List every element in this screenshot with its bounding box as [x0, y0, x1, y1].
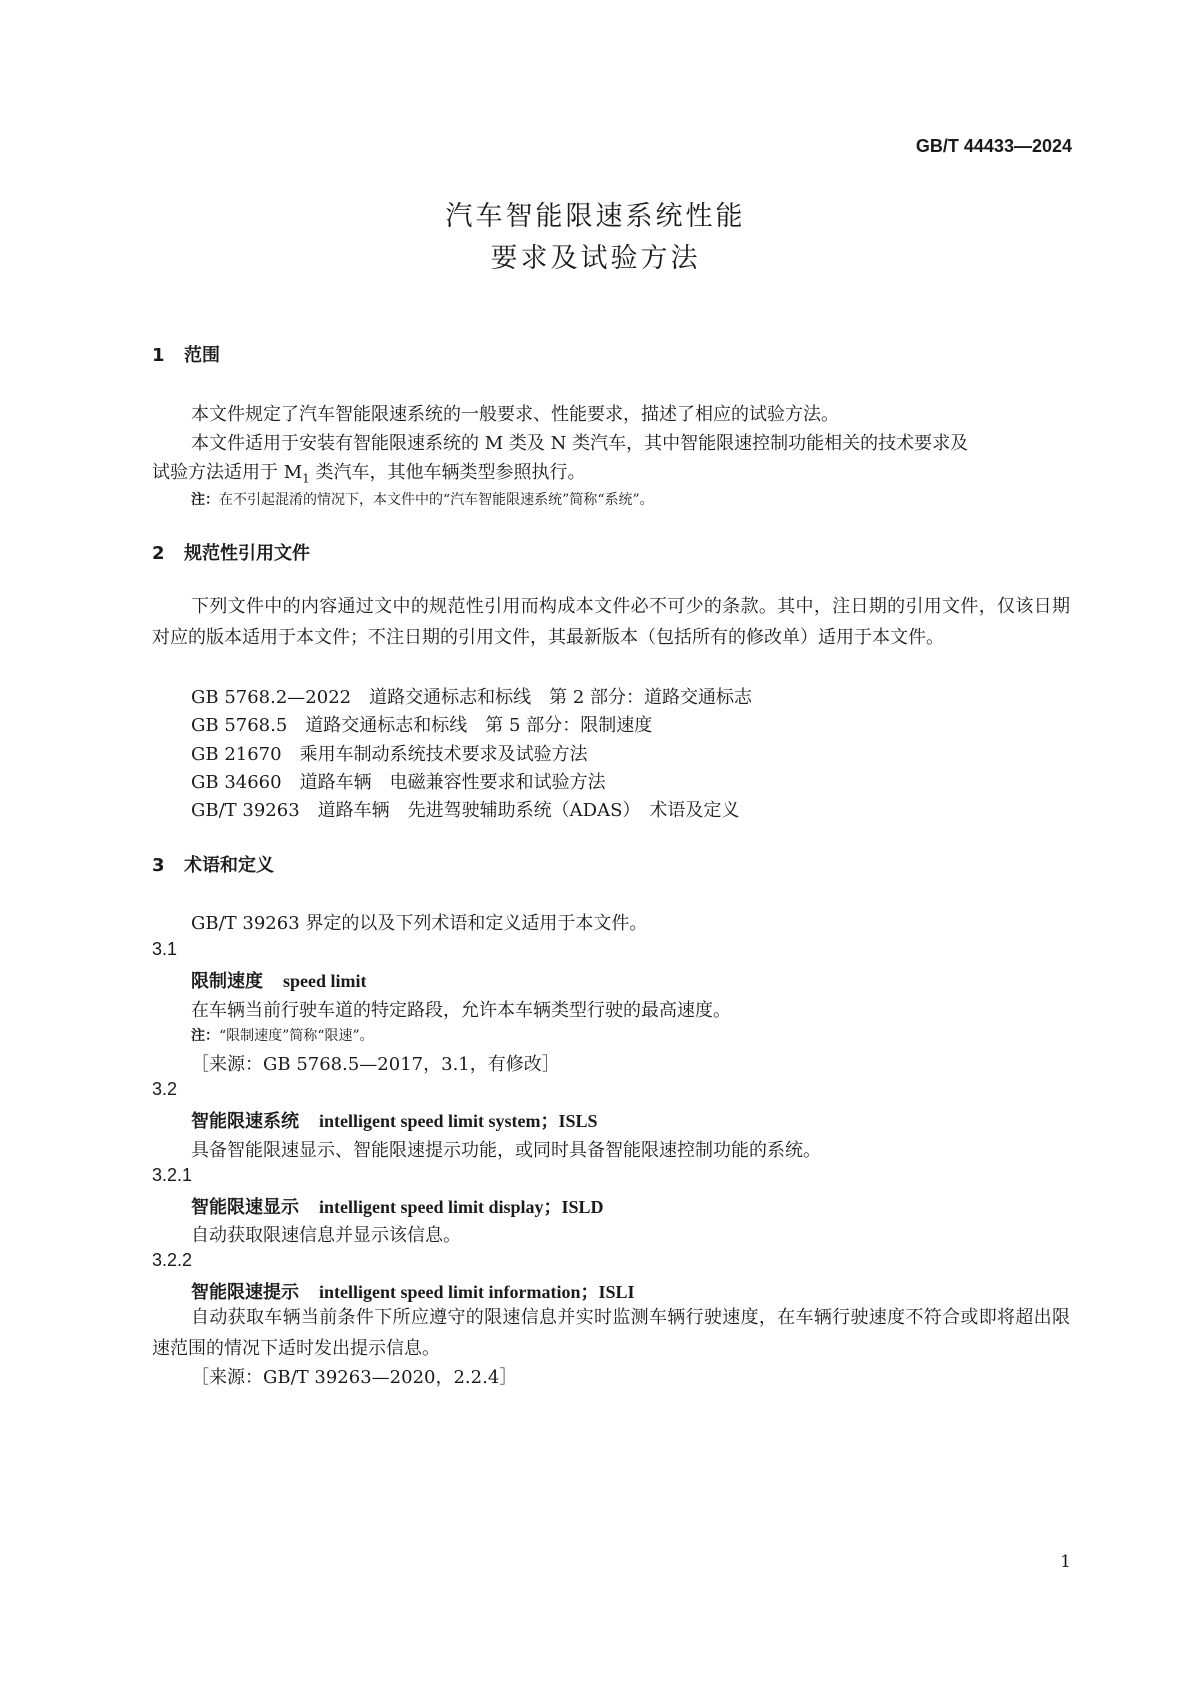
reference-item: GB 21670 乘用车制动系统技术要求及试验方法: [191, 744, 588, 765]
section-title: 范围: [184, 345, 220, 366]
term-english: speed limit: [283, 971, 367, 991]
document-title-line-2: 要求及试验方法: [490, 243, 701, 274]
term-chinese: 智能限速提示: [191, 1282, 299, 1303]
reference-item: GB 5768.5 道路交通标志和标线 第 5 部分：限制速度: [191, 715, 653, 736]
term-number: 3.1: [152, 939, 178, 959]
reference-item: GB/T 39263 道路车辆 先进驾驶辅助系统（ADAS） 术语及定义: [191, 800, 740, 821]
scope-paragraph-2-line-1: 本文件适用于安装有智能限速系统的 M 类及 N 类汽车，其中智能限速控制功能相关的技术要求及: [191, 433, 969, 454]
term-chinese: 智能限速系统: [191, 1111, 299, 1132]
scope-paragraph-2-line-2: 试验方法适用于 $M_1$ 类汽车，其他车辆类型参照执行。: [152, 462, 586, 486]
term-number: 3.2.1: [152, 1165, 193, 1185]
section-1-heading: [152, 341, 220, 367]
term-chinese: 限制速度: [191, 971, 263, 992]
section-number: 3: [152, 855, 165, 876]
term-title: [191, 1278, 635, 1304]
term-definition: 自动获取车辆当前条件下所应遵守的限速信息并实时监测车辆行驶速度，在车辆行驶速度不符合或即将超出限速范围的情况下适时发出提示信息。: [152, 1307, 1070, 1359]
term-note: [191, 1025, 374, 1045]
page-number: 1: [1060, 1552, 1071, 1572]
term-definition: 具备智能限速显示、智能限速提示功能，或同时具备智能限速控制功能的系统。: [191, 1140, 821, 1161]
section-title: 术语和定义: [184, 855, 274, 876]
term-number: 3.2: [152, 1079, 178, 1099]
term-number: 3.2.2: [152, 1250, 193, 1270]
normative-references-intro: 下列文件中的内容通过文中的规范性引用而构成本文件必不可少的条款。其中，注日期的引用文件，仅该日期对应的版本适用于本文件；不注日期的引用文件，其最新版本（包括所有的修改单）适用于本文件。: [152, 596, 1070, 648]
section-2-heading: [152, 539, 310, 565]
note-label: 注：: [191, 492, 219, 508]
section-title: 规范性引用文件: [184, 543, 310, 564]
term-title: [191, 1107, 598, 1133]
scope-paragraph-1: 本文件规定了汽车智能限速系统的一般要求、性能要求，描述了相应的试验方法。: [191, 404, 839, 425]
document-title-line-1: 汽车智能限速系统性能: [445, 201, 746, 232]
term-title: [191, 967, 367, 993]
term-english: intelligent speed limit display；ISLD: [319, 1197, 604, 1217]
reference-item: GB 5768.2—2022 道路交通标志和标线 第 2 部分：道路交通标志: [191, 687, 753, 708]
section-3-heading: [152, 851, 274, 877]
term-english: intelligent speed limit system；ISLS: [319, 1111, 598, 1131]
document-number: GB/T 44433—2024: [915, 136, 1072, 156]
term-definition: 自动获取限速信息并显示该信息。: [191, 1225, 461, 1246]
term-chinese: 智能限速显示: [191, 1197, 299, 1218]
terms-intro: GB/T 39263 界定的以及下列术语和定义适用于本文件。: [191, 913, 648, 934]
term-source: ［来源：GB 5768.5—2017，3.1，有修改］: [191, 1054, 560, 1075]
note-text: “限制速度”简称“限速”。: [219, 1028, 374, 1044]
term-definition: 在车辆当前行驶车道的特定路段，允许本车辆类型行驶的最高速度。: [191, 1000, 731, 1021]
note-text: 在不引起混淆的情况下，本文件中的“汽车智能限速系统”简称“系统”。: [219, 492, 654, 508]
note-label: 注：: [191, 1028, 219, 1044]
term-title: [191, 1193, 604, 1219]
term-source: ［来源：GB/T 39263—2020，2.2.4］: [191, 1367, 518, 1388]
section-number: 2: [152, 543, 165, 564]
term-english: intelligent speed limit information；ISLI: [319, 1282, 635, 1302]
scope-note: [191, 489, 654, 509]
reference-item: GB 34660 道路车辆 电磁兼容性要求和试验方法: [191, 772, 606, 793]
section-number: 1: [152, 345, 165, 366]
